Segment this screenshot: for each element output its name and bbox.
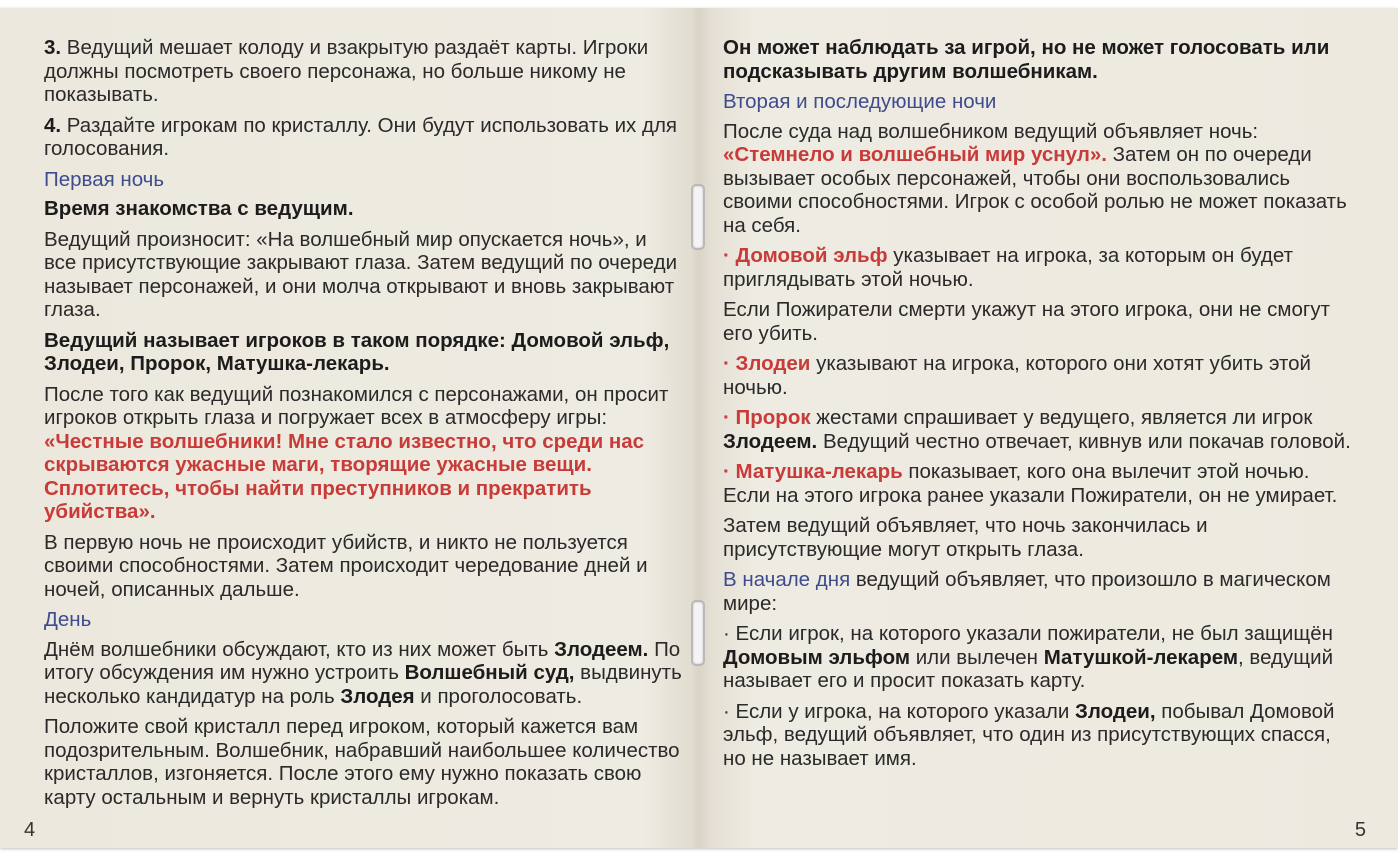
right-column: [723, 36, 1353, 777]
day-heading: День: [44, 608, 92, 631]
morning-bullet-2-villains: Злодеи,: [1075, 699, 1156, 723]
first-night-quote: «Честные волшебники! Мне стало известно, что среди нас скрываются ужасные маги, творящие ужасные вещи. Сплотитесь, чтобы найти преступников и прекратить убийства».: [44, 429, 645, 523]
prophet-paragraph: [723, 406, 1353, 453]
step-4-text: Раздайте игрокам по кристаллу. Они будут использовать их для голосования.: [44, 113, 678, 160]
nights-text-b: Затем он по очереди вызывает особых персонажей, чтобы они воспользовались своими способностями. Игрок с особой ролью не может показать на себя.: [723, 143, 1347, 237]
first-night-paragraph-3: В первую ночь не происходит убийств, и никто не пользуется своими способностями. Затем происходит чередование дней и ночей, описанных дальше.: [44, 530, 648, 601]
elf-text: указывает на игрока, за которым он будет приглядывать этой ночью.: [723, 244, 1293, 291]
first-night-heading: Первая ночь: [44, 167, 165, 191]
day-text-c: По итогу обсуждения им нужно устроить: [44, 637, 681, 684]
first-night-order: Ведущий называет игроков в таком порядке: Домовой эльф, Злодеи, Пророк, Матушка-лекарь.: [44, 328, 670, 375]
healer-paragraph: [723, 460, 1353, 507]
left-page: [0, 8, 695, 848]
morning-bullet-1: [723, 622, 1353, 693]
morning-bullet-1-elf: Домовым эльфом: [723, 645, 911, 669]
step-4-number: 4.: [44, 113, 62, 137]
first-night-paragraph-2: [44, 383, 684, 524]
intro-text: Он может наблюдать за игрой, но не может голосовать или подсказывать другим волшебникам.: [723, 36, 1330, 83]
right-page: [695, 8, 1398, 848]
day-paragraph-2: Положите свой кристалл перед игроком, который кажется вам подозрительным. Волшебник, набравший наибольшее количество кристаллов, изгоняется. После этого ему нужно показать свою карту остальным и вернуть кристаллы игрокам.: [44, 715, 680, 809]
morning-bullet-1-a: · Если игрок, на которого указали пожиратели, не был защищён: [723, 622, 1333, 645]
elf-paragraph: [723, 244, 1353, 291]
nights-paragraph-1: [723, 120, 1353, 238]
healer-label: · Матушка-лекарь: [723, 460, 903, 483]
day-bold-villain: Злодеем.: [554, 637, 649, 661]
morning-bullet-2-c: побывал Домовой эльф, ведущий объявляет, что один из присутствующих спасся, но не называет имя.: [723, 699, 1335, 770]
morning-heading: В начале дня: [723, 568, 851, 591]
prophet-text-a: жестами спрашивает у ведущего, является ли игрок: [810, 406, 1313, 429]
prophet-label: · Пророк: [723, 406, 811, 429]
day-paragraph-1: [44, 638, 684, 709]
elf-label: · Домовой эльф: [723, 244, 888, 267]
left-column: [44, 36, 684, 816]
nights-end: Затем ведущий объявляет, что ночь закончилась и присутствующие могут открыть глаза.: [723, 514, 1208, 561]
prophet-text-b: Ведущий честно отвечает, кивнув или покачав головой.: [817, 429, 1351, 453]
day-text-e: выдвинуть несколько кандидатур на роль: [44, 661, 682, 708]
first-night-paragraph-2-text: После того как ведущий познакомился с персонажами, он просит игроков открыть глаза и погружает всех в атмосферу игры:: [44, 382, 669, 429]
staple-top: [691, 184, 705, 250]
staple-bottom: [691, 600, 705, 666]
first-night-paragraph-1: Ведущий произносит: «На волшебный мир опускается ночь», и все присутствующие закрывают глаза. Затем ведущий по очереди называет персонажей, и они молча открывают и вновь закрывают глаза.: [44, 227, 678, 321]
day-text-a: Днём волшебники обсуждают, кто из них может быть: [44, 637, 555, 661]
healer-text: показывает, кого она вылечит этой ночью. Если на этого игрока ранее указали Пожиратели, он не умирает.: [723, 460, 1338, 507]
page-number-left: 4: [24, 819, 36, 841]
day-bold-villain-2: Злодея: [340, 684, 415, 708]
step-4: [44, 114, 684, 161]
page-number-right: 5: [1354, 819, 1366, 841]
nights-quote: «Стемнело и волшебный мир уснул».: [723, 143, 1107, 166]
day-text-g: и проголосовать.: [414, 684, 583, 708]
nights-text-a: После суда над волшебником ведущий объявляет ночь:: [723, 119, 1259, 143]
day-bold-court: Волшебный суд,: [404, 661, 575, 684]
step-3-number: 3.: [44, 36, 62, 59]
morning-bullet-2: [723, 700, 1353, 771]
villains-paragraph: [723, 352, 1353, 399]
nights-heading: Вторая и последующие ночи: [723, 90, 997, 113]
morning-bullet-2-a: · Если у игрока, на которого указали: [723, 699, 1076, 723]
step-3-text: Ведущий мешает колоду и взакрытую раздаёт карты. Игроки должны посмотреть своего персонажа, но больше никому не показывать.: [44, 36, 649, 106]
morning-bullet-1-c: или вылечен: [910, 645, 1044, 669]
villains-label: · Злодеи: [723, 352, 811, 375]
morning-bullet-1-e: , ведущий называет его и просит показать карту.: [723, 645, 1334, 692]
step-3: [44, 36, 684, 107]
prophet-bold: Злодеем.: [723, 429, 818, 453]
first-night-subtitle: Время знакомства с ведущим.: [44, 197, 354, 220]
morning-text: ведущий объявляет, что произошло в магическом мире:: [723, 568, 1331, 615]
morning-paragraph: [723, 568, 1353, 615]
booklet-spread: [0, 8, 1398, 848]
villains-text: указывают на игрока, которого они хотят убить этой ночью.: [723, 352, 1311, 399]
morning-bullet-1-healer: Матушкой-лекарем: [1043, 645, 1239, 669]
elf-note: Если Пожиратели смерти укажут на этого игрока, они не смогут его убить.: [723, 298, 1330, 345]
